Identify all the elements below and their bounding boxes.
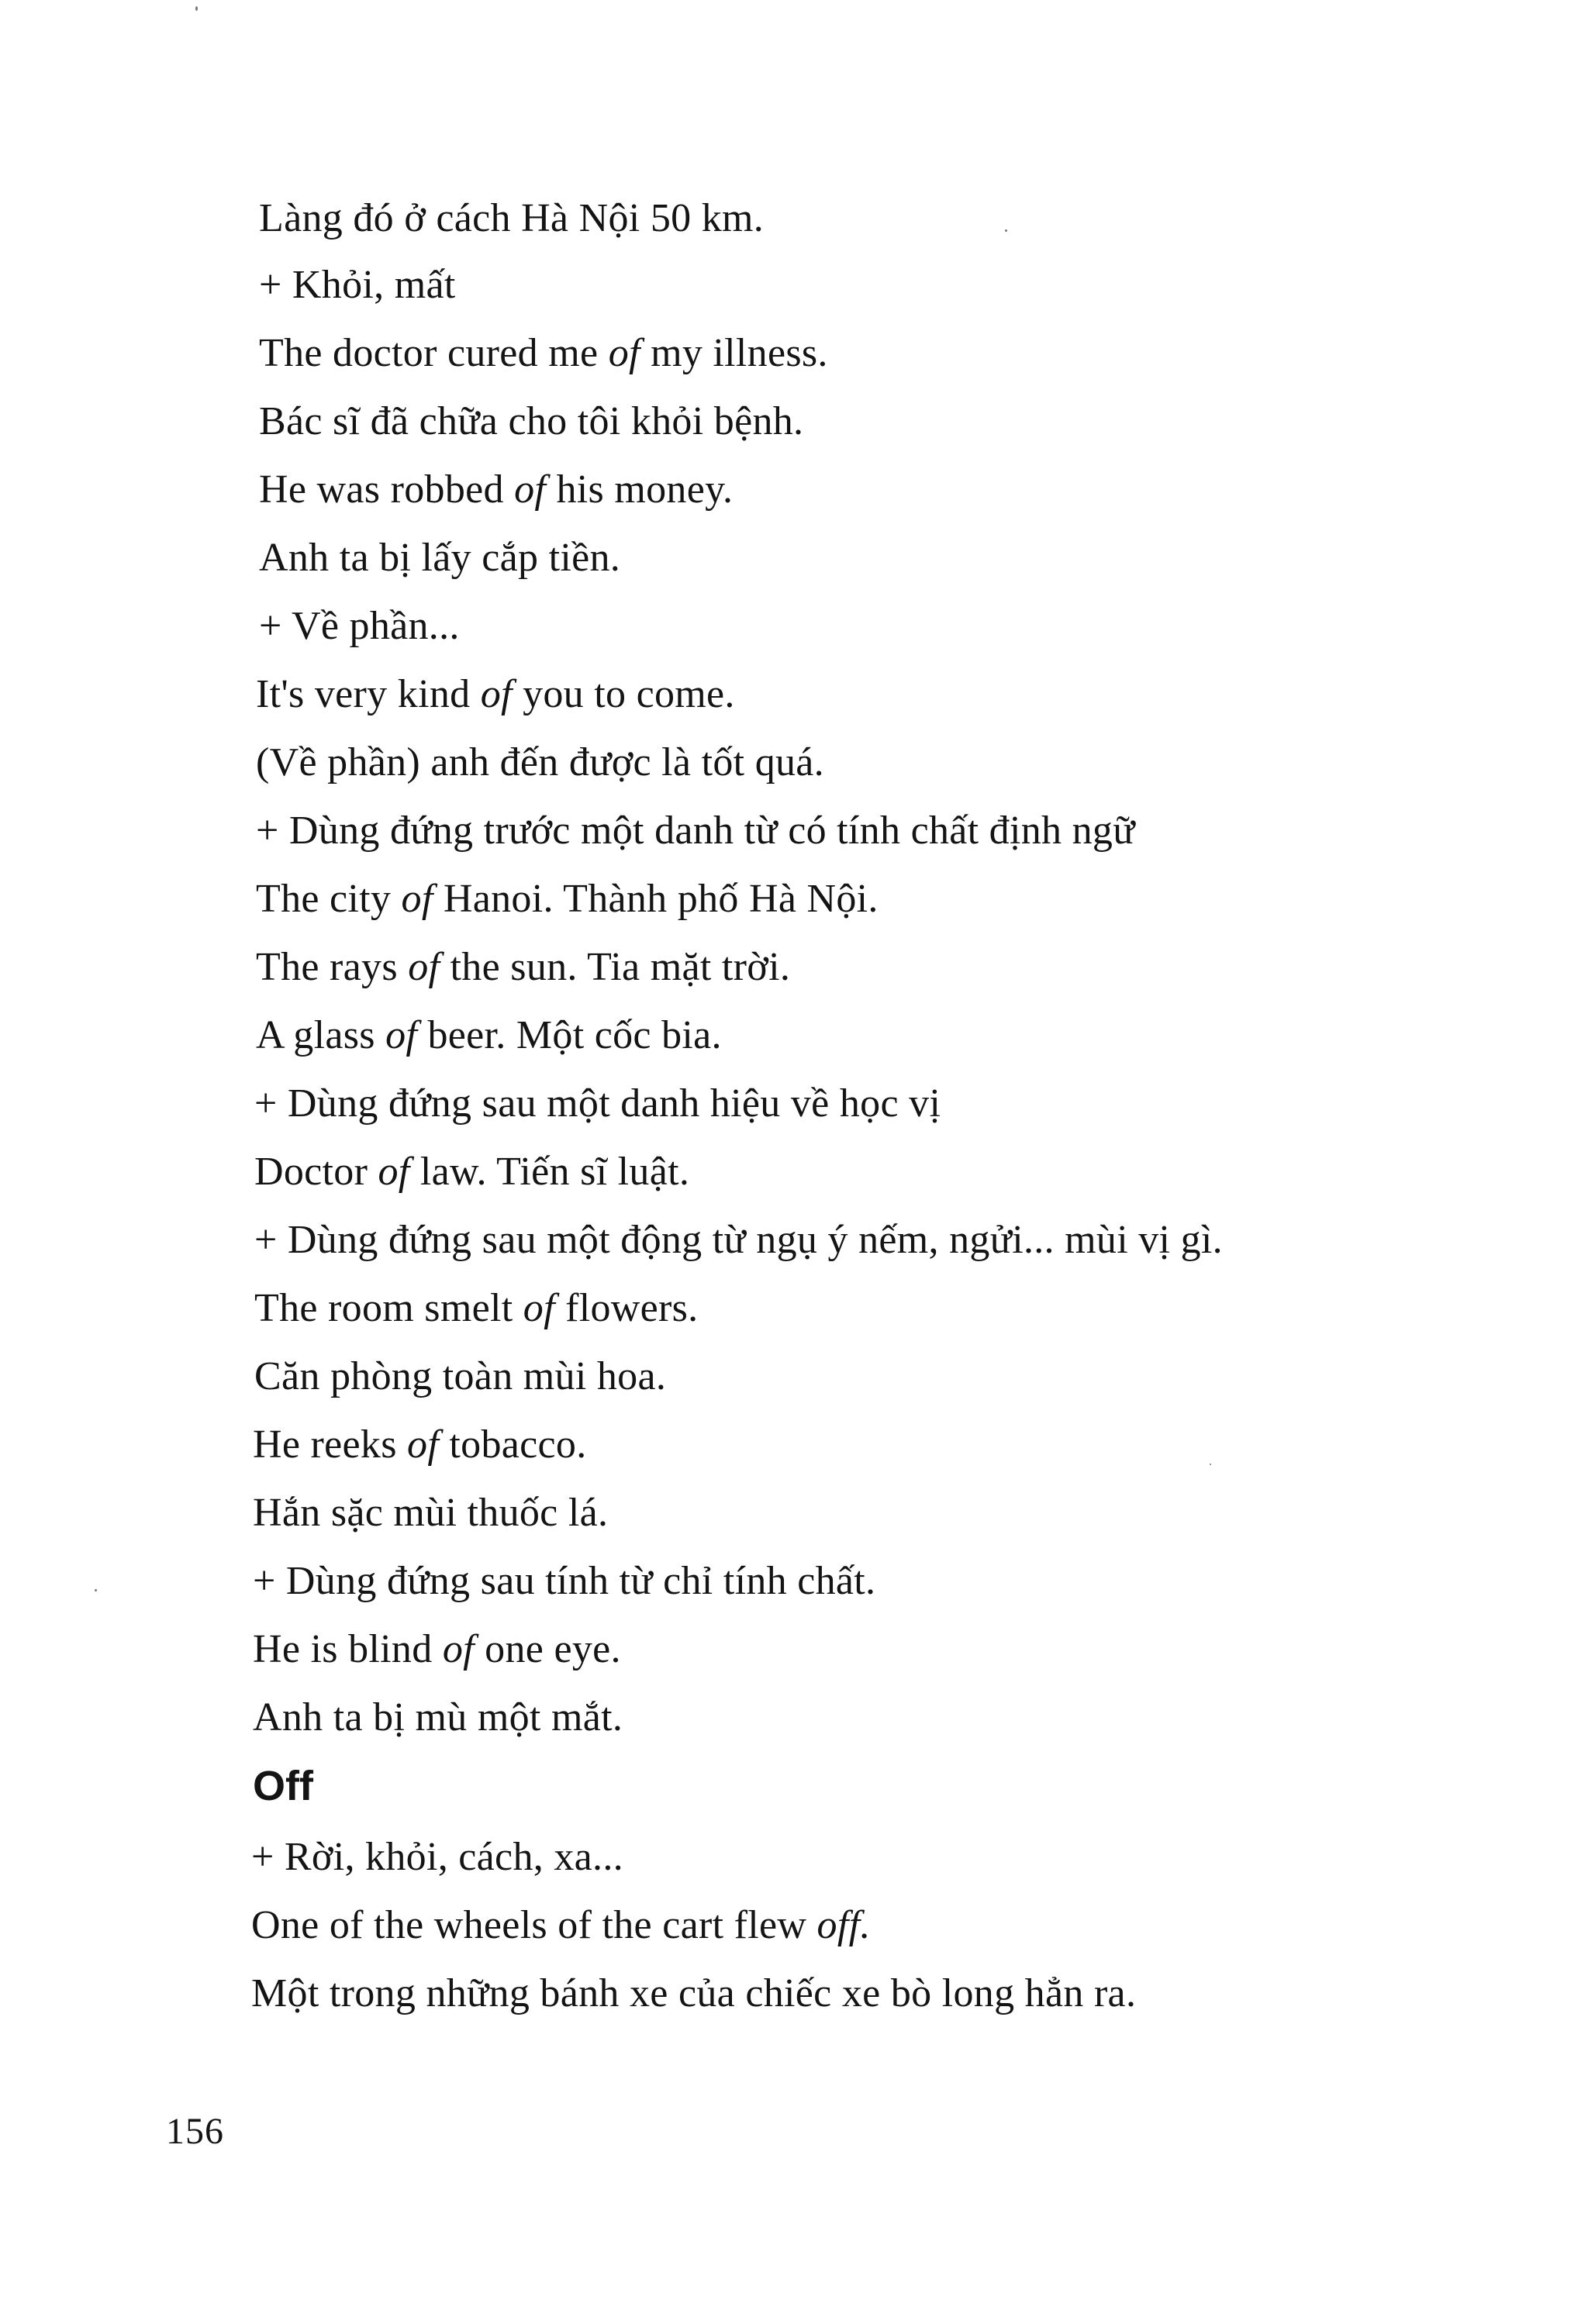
scan-speck: [1210, 1464, 1211, 1465]
scan-speck: [1005, 229, 1007, 232]
text-line: Doctor of law. Tiến sĩ luật.: [254, 1150, 690, 1194]
text-line: Hắn sặc mùi thuốc lá.: [253, 1491, 609, 1535]
text-line: + Dùng đứng sau tính từ chỉ tính chất.: [253, 1559, 876, 1603]
text-line: A glass of beer. Một cốc bia.: [256, 1013, 722, 1057]
text-line: + Dùng đứng sau một động từ ngụ ý nếm, ngửi... mùi vị gì.: [254, 1218, 1223, 1262]
scan-speck: [195, 6, 198, 11]
italic-word: of: [407, 1422, 440, 1467]
text-line: Anh ta bị mù một mắt.: [253, 1695, 623, 1740]
text-line: Một trong những bánh xe của chiếc xe bò long hẳn ra.: [251, 1971, 1137, 2015]
text-line: + Rời, khỏi, cách, xa...: [251, 1835, 623, 1879]
italic-word: of: [385, 1013, 418, 1057]
text-line: The rays of the sun. Tia mặt trời.: [256, 945, 791, 989]
text-line: Anh ta bị lấy cắp tiền.: [259, 536, 621, 580]
text-line: He was robbed of his money.: [259, 467, 734, 512]
italic-word: of: [408, 945, 440, 989]
italic-word: of: [608, 331, 640, 375]
section-heading: Off: [253, 1763, 313, 1809]
italic-word: of: [378, 1150, 410, 1194]
text-line: Căn phòng toàn mùi hoa.: [254, 1354, 667, 1398]
italic-word: of: [401, 877, 433, 921]
text-line: + Dùng đứng sau một danh hiệu về học vị: [254, 1081, 941, 1126]
text-line: The city of Hanoi. Thành phố Hà Nội.: [256, 877, 879, 921]
text-line: + Dùng đứng trước một danh từ có tính chất định ngữ: [256, 809, 1135, 853]
italic-word: of: [480, 672, 513, 716]
page-number: 156: [166, 2111, 224, 2152]
text-line: + Khỏi, mất: [259, 263, 456, 307]
text-line: The room smelt of flowers.: [254, 1286, 699, 1330]
text-line: + Về phần...: [259, 604, 460, 648]
text-line: Bác sĩ đã chữa cho tôi khỏi bệnh.: [259, 399, 804, 443]
text-line: He reeks of tobacco.: [253, 1422, 587, 1467]
text-line: He is blind of one eye.: [253, 1627, 621, 1671]
italic-word: off.: [816, 1903, 871, 1947]
text-line: One of the wheels of the cart flew off.: [251, 1903, 871, 1947]
text-line: The doctor cured me of my illness.: [259, 331, 828, 375]
italic-word: of: [523, 1286, 555, 1330]
scan-speck: [95, 1589, 97, 1591]
text-line: Làng đó ở cách Hà Nội 50 km.: [259, 196, 765, 240]
text-line: (Về phần) anh đến được là tốt quá.: [256, 740, 824, 784]
italic-word: of: [514, 467, 547, 512]
text-line: It's very kind of you to come.: [256, 672, 735, 716]
italic-word: of: [442, 1627, 475, 1671]
